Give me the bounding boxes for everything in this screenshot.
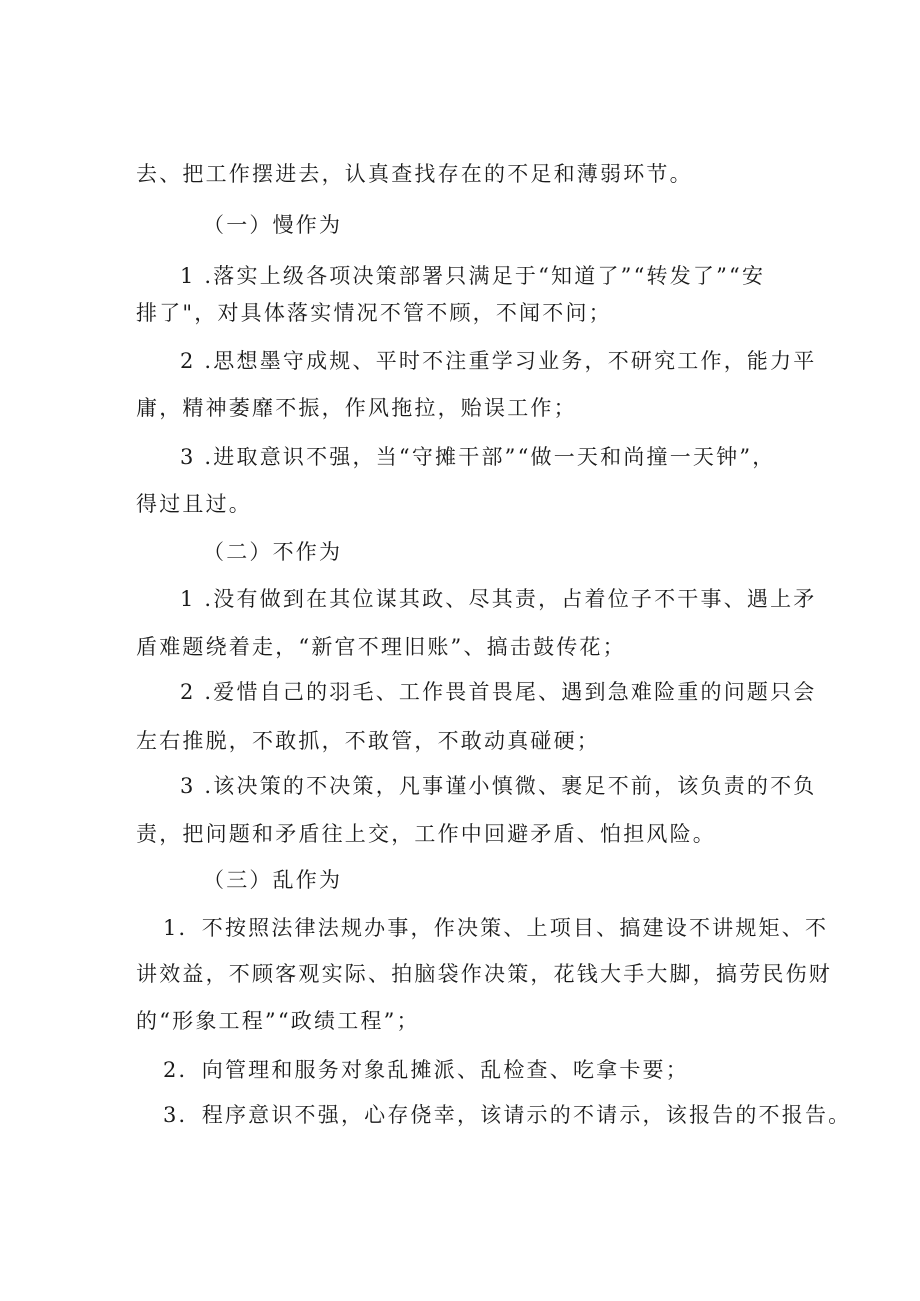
section-heading-slow: （一）慢作为	[203, 213, 343, 237]
paragraph-line: 2 .思想墨守成规、平时不注重学习业务，不研究工作，能力平	[180, 349, 817, 373]
paragraph-line: 讲效益，不顾客观实际、拍脑袋作决策，花钱大手大脚，搞劳民伤财	[136, 962, 832, 986]
paragraph-line: 1．不按照法律法规办事，作决策、上项目、搞建设不讲规矩、不	[163, 916, 829, 940]
paragraph-line: 的“形象工程”“政绩工程”；	[136, 1009, 420, 1033]
paragraph-line: 去、把工作摆进去，认真查找存在的不足和薄弱环节。	[136, 162, 693, 186]
paragraph-line: 3 .该决策的不决策，凡事谨小慎微、裹足不前，该负责的不负	[180, 774, 817, 798]
section-heading-inaction: （二）不作为	[203, 540, 343, 564]
paragraph-line: 1 .没有做到在其位谋其政、尽其责，占着位子不干事、遇上矛	[180, 587, 817, 611]
paragraph-line: 2．向管理和服务对象乱摊派、乱检查、吃拿卡要；	[163, 1058, 689, 1082]
paragraph-line: 排了"，对具体落实情况不管不顾，不闻不问；	[136, 301, 612, 325]
paragraph-line: 盾难题绕着走，“新官不理旧账”、搞击鼓传花；	[136, 635, 626, 659]
paragraph-line: 1 .落实上级各项决策部署只满足于“知道了”“转发了”“安	[180, 264, 766, 288]
paragraph-line: 责，把问题和矛盾往上交，工作中回避矛盾、怕担风险。	[136, 822, 716, 846]
section-heading-reckless: （三）乱作为	[203, 868, 343, 892]
paragraph-line: 庸，精神萎靡不振，作风拖拉，贻误工作；	[136, 396, 577, 420]
paragraph-line: 左右推脱，不敢抓，不敢管，不敢动真碰硬；	[136, 729, 600, 753]
paragraph-line: 2 .爱惜自己的羽毛、工作畏首畏尾、遇到急难险重的问题只会	[180, 680, 817, 704]
paragraph-line: 得过且过。	[136, 492, 252, 516]
paragraph-line: 3．程序意识不强，心存侥幸，该请示的不请示，该报告的不报告。	[163, 1103, 852, 1127]
paragraph-line: 3 .进取意识不强，当“守摊干部”“做一天和尚撞一天钟”，	[180, 445, 776, 469]
